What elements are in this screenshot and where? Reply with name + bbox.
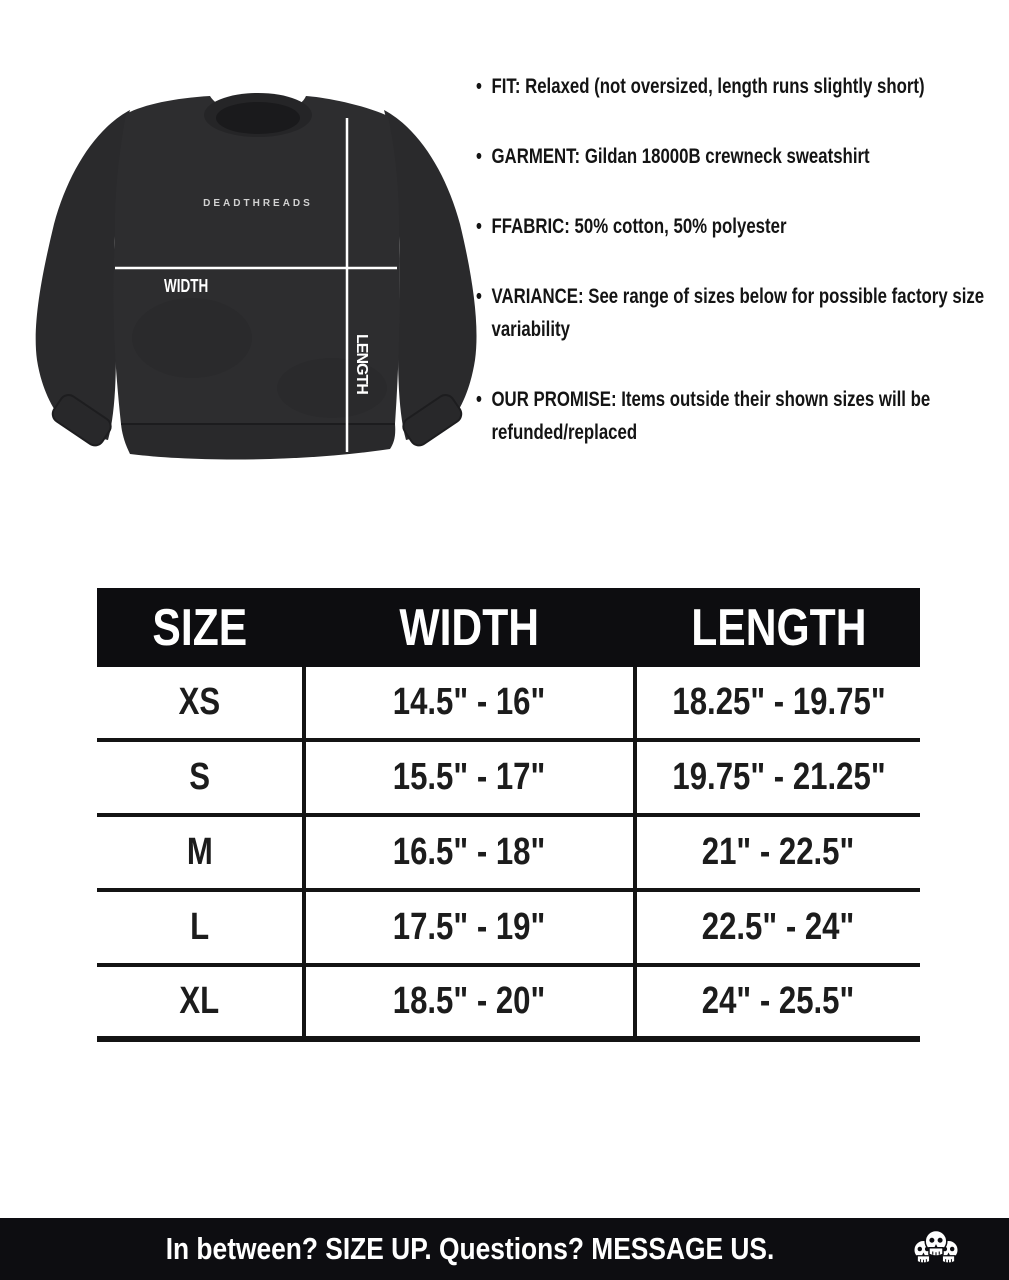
cell-value: L bbox=[189, 906, 210, 948]
feature-text: OUR PROMISE: Items outside their shown sizes will be refunded/replaced bbox=[491, 388, 931, 444]
bullet-icon: • bbox=[476, 75, 482, 98]
footer-bar bbox=[0, 1218, 1009, 1280]
cell-length bbox=[637, 892, 920, 963]
bullet-icon: • bbox=[476, 215, 482, 238]
header-cell-width bbox=[302, 588, 637, 667]
cell-value: XS bbox=[178, 681, 221, 723]
cell-size bbox=[97, 742, 302, 813]
cell-size bbox=[97, 817, 302, 888]
cell-value: 17.5" - 19" bbox=[393, 906, 546, 948]
cell-size bbox=[97, 892, 302, 963]
width-measure-label: WIDTH bbox=[164, 276, 209, 296]
table-row-l bbox=[97, 892, 920, 967]
header-cell-length bbox=[637, 588, 920, 667]
feature-text: FFABRIC: 50% cotton, 50% polyester bbox=[491, 215, 787, 238]
table-header-row bbox=[97, 588, 920, 667]
size-table bbox=[97, 588, 920, 1042]
cell-value: XL bbox=[179, 980, 220, 1022]
sweatshirt-image bbox=[12, 88, 482, 468]
cell-value: 22.5" - 24" bbox=[702, 906, 855, 948]
table-row-xs bbox=[97, 667, 920, 742]
features-list bbox=[476, 70, 1004, 486]
header-label: SIZE bbox=[152, 598, 247, 657]
feature-item-fabric bbox=[476, 210, 1004, 243]
feature-text: FIT: Relaxed (not oversized, length runs slightly short) bbox=[491, 75, 925, 98]
product-figure bbox=[12, 88, 482, 468]
length-measure-label: LENGTH bbox=[353, 334, 370, 394]
footer-message: In between? SIZE UP. Questions? MESSAGE US. bbox=[165, 1231, 774, 1266]
cell-value: 18.5" - 20" bbox=[393, 980, 546, 1022]
brand-text: DEADTHREADS bbox=[203, 198, 313, 209]
cell-length bbox=[637, 817, 920, 888]
three-skulls-logo-icon bbox=[909, 1225, 963, 1273]
cell-value: 21" - 22.5" bbox=[702, 831, 855, 873]
cell-value: M bbox=[186, 831, 213, 873]
shading bbox=[132, 298, 252, 378]
cell-size bbox=[97, 967, 302, 1036]
bullet-icon: • bbox=[476, 285, 482, 308]
cell-value: 18.25" - 19.75" bbox=[671, 681, 886, 723]
feature-text: GARMENT: Gildan 18000B crewneck sweatshirt bbox=[491, 145, 870, 168]
shading bbox=[277, 358, 387, 418]
cell-value: 14.5" - 16" bbox=[393, 681, 546, 723]
cell-value: 16.5" - 18" bbox=[393, 831, 546, 873]
cell-width bbox=[302, 817, 637, 888]
hem-band bbox=[121, 424, 395, 459]
feature-item-garment bbox=[476, 140, 1004, 173]
cell-width bbox=[302, 667, 637, 738]
cell-length bbox=[637, 742, 920, 813]
bullet-icon: • bbox=[476, 145, 482, 168]
cell-length bbox=[637, 967, 920, 1036]
feature-item-variance bbox=[476, 280, 1004, 346]
cell-width bbox=[302, 967, 637, 1036]
header-label: WIDTH bbox=[399, 598, 540, 657]
header-label: LENGTH bbox=[690, 598, 867, 657]
cell-width bbox=[302, 742, 637, 813]
cell-value: 24" - 25.5" bbox=[702, 980, 855, 1022]
cell-value: S bbox=[189, 756, 210, 798]
cell-length bbox=[637, 667, 920, 738]
cell-width bbox=[302, 892, 637, 963]
feature-text: VARIANCE: See range of sizes below for possible factory size variability bbox=[491, 285, 985, 341]
collar-inner bbox=[216, 102, 300, 134]
table-row-s bbox=[97, 742, 920, 817]
cell-value: 19.75" - 21.25" bbox=[671, 756, 886, 798]
cell-size bbox=[97, 667, 302, 738]
table-row-m bbox=[97, 817, 920, 892]
header-cell-size bbox=[97, 588, 302, 667]
cell-value: 15.5" - 17" bbox=[393, 756, 546, 798]
table-row-xl bbox=[97, 967, 920, 1042]
feature-item-fit bbox=[476, 70, 1004, 103]
bullet-icon: • bbox=[476, 388, 482, 411]
feature-item-promise bbox=[476, 383, 1004, 449]
